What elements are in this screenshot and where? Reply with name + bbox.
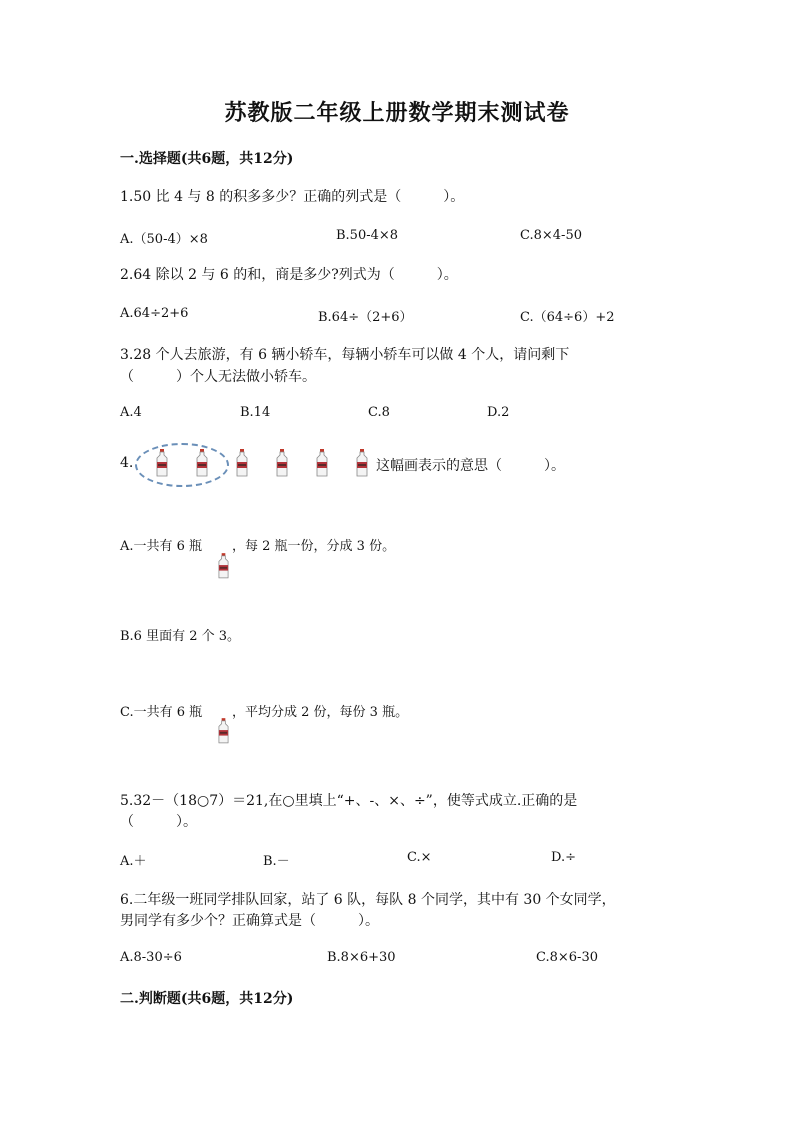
- q5-option-c: C.×: [407, 850, 432, 865]
- q1-option-b: B.50-4×8: [336, 228, 399, 243]
- bottle-icon: [196, 449, 208, 477]
- q6-option-b: B.8×6+30: [327, 950, 396, 965]
- bottle-icon: [276, 449, 288, 477]
- q1-option-c: C.8×4-50: [520, 228, 582, 243]
- q3-option-a: A.4: [120, 405, 142, 420]
- grouping-ellipse: [135, 443, 229, 487]
- q6-option-c: C.8×6-30: [536, 950, 598, 965]
- q5-option-b: B.－: [263, 854, 290, 869]
- question-5-line1: 5.32－（18○7）＝21,在○里填上“+、-、×、÷”，使等式成立.正确的是: [120, 793, 578, 809]
- q5-option-d: D.÷: [551, 850, 576, 865]
- question-3-line2: （ ）个人无法做小轿车。: [120, 369, 316, 385]
- page-title: 苏教版二年级上册数学期末测试卷: [224, 100, 570, 126]
- q6-option-a: A.8-30÷6: [120, 950, 182, 965]
- question-1: 1.50 比 4 与 8 的积多多少？正确的列式是（ ）。: [120, 189, 465, 205]
- bottle-icon: [236, 449, 248, 477]
- q4-option-b: B.6 里面有 2 个 3。: [120, 629, 241, 644]
- q2-option-a: A.64÷2+6: [120, 306, 189, 321]
- q2-option-c: C.（64÷6）+2: [520, 310, 615, 325]
- bottle-icon: [356, 449, 368, 477]
- q3-option-b: B.14: [240, 405, 271, 420]
- bottle-icon: [316, 449, 328, 477]
- q2-option-b: B.64÷（2+6）: [318, 310, 413, 325]
- q5-option-a: A.＋: [120, 854, 147, 869]
- bottle-icon: [218, 553, 229, 579]
- question-5-line2: （ ）。: [120, 814, 197, 830]
- q4-option-c-post: ，平均分成 2 份，每份 3 瓶。: [232, 705, 409, 720]
- q4-option-c-pre: C.一共有 6 瓶: [120, 705, 203, 720]
- question-6-line1: 6.二年级一班同学排队回家，站了 6 队，每队 8 个同学，其中有 30 个女同学，: [120, 892, 616, 908]
- question-2: 2.64 除以 2 与 6 的和，商是多少?列式为（ ）。: [120, 267, 458, 283]
- q3-option-d: D.2: [487, 405, 510, 420]
- q3-option-c: C.8: [368, 405, 390, 420]
- question-4-number: 4.: [120, 455, 134, 471]
- q4-option-a-pre: A.一共有 6 瓶: [120, 539, 203, 554]
- question-3-line1: 3.28 个人去旅游，有 6 辆小轿车，每辆小轿车可以做 4 个人，请问剩下: [120, 347, 570, 363]
- q1-option-a: A.（50-4）×8: [120, 232, 208, 247]
- section-heading-choice: 一.选择题(共6题，共12分): [120, 151, 294, 167]
- bottle-icon: [218, 718, 229, 744]
- q4-option-a-post: ，每 2 瓶一份，分成 3 份。: [232, 539, 396, 554]
- bottle-icon: [156, 449, 168, 477]
- question-4-text: 这幅画表示的意思（ ）。: [376, 458, 565, 474]
- question-6-line2: 男同学有多少个？正确算式是（ ）。: [120, 913, 379, 929]
- section-heading-judgement: 二.判断题(共6题，共12分): [120, 991, 294, 1007]
